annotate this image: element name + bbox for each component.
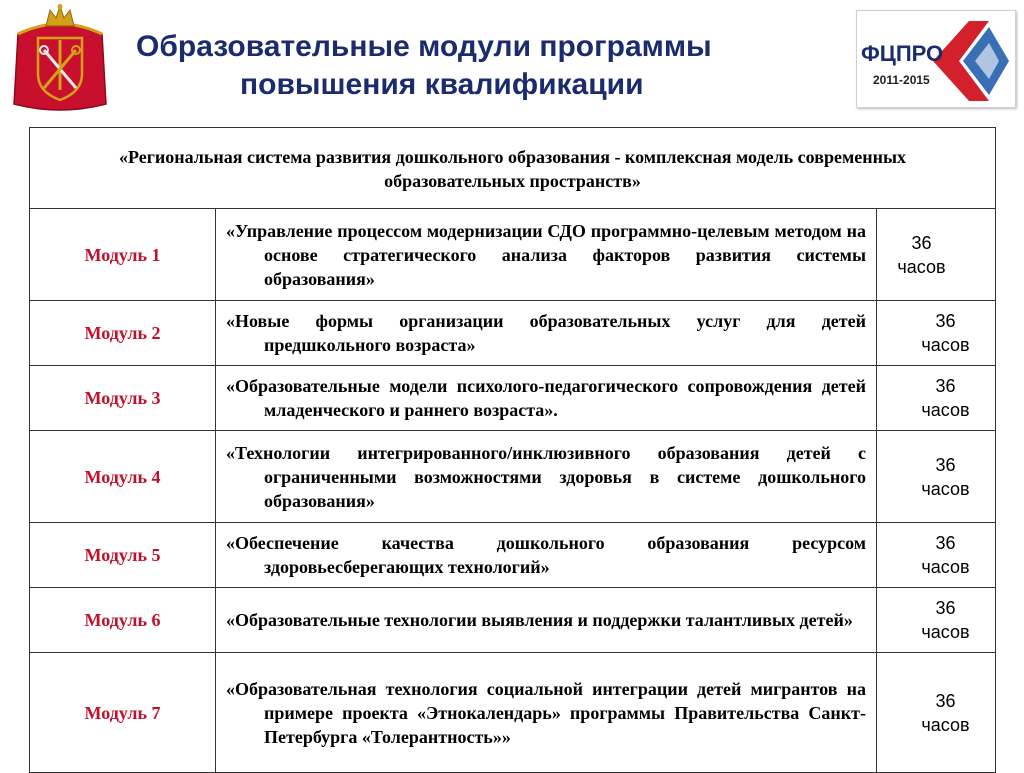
module-hours [877, 653, 996, 773]
title-line-1: Образовательные модули программы [136, 30, 712, 63]
hours-value: 36 [935, 454, 956, 475]
table-row [30, 366, 996, 431]
module-label: Модуль 5 [30, 523, 216, 588]
hours-unit: часов [897, 256, 946, 277]
table-row [30, 209, 996, 301]
hours-unit: часов [921, 622, 970, 642]
hours-value: 36 [935, 311, 956, 331]
page-title [116, 28, 861, 108]
module-description [216, 523, 877, 588]
hours-value: 36 [935, 533, 956, 553]
hours-unit: часов [921, 714, 970, 735]
hours-unit: часов [921, 557, 970, 577]
module-label: Модуль 4 [30, 431, 216, 523]
module-description-text: «Образовательная технология социальной интеграции детей мигрантов на примере проекта «Этнокалендарь» программы Правительства Санкт-Петербурга «Толерантность»» [226, 678, 866, 747]
module-description-text: «Технологии интегрированного/инклюзивного образования детей с ограниченными возможностями здоровья в системе дошкольного образования» [226, 442, 866, 511]
module-description [216, 431, 877, 523]
title-line-2: повышения квалификации [240, 68, 644, 101]
module-description [216, 301, 877, 366]
module-hours [877, 588, 996, 653]
hours-unit: часов [921, 478, 970, 499]
module-hours [877, 209, 996, 301]
module-hours [877, 366, 996, 431]
module-label: Модуль 6 [30, 588, 216, 653]
module-description-text: «Управление процессом модернизации СДО программно-целевым методом на основе стратегического анализа факторов развития системы образования» [226, 220, 866, 289]
module-hours [877, 431, 996, 523]
table-row [30, 301, 996, 366]
modules-table [29, 127, 996, 773]
module-label: Модуль 1 [30, 209, 216, 301]
module-description-text: «Образовательные технологии выявления и поддержки талантливых детей» [226, 610, 853, 630]
module-description [216, 653, 877, 773]
module-description [216, 209, 877, 301]
module-label: Модуль 7 [30, 653, 216, 773]
hours-unit: часов [921, 335, 970, 355]
module-description [216, 366, 877, 431]
module-label: Модуль 3 [30, 366, 216, 431]
fcpro-logo [856, 10, 1016, 108]
table-row [30, 523, 996, 588]
table-heading: «Региональная система развития дошкольного образования - комплексная модель современных образовательных пространств» [30, 128, 996, 209]
module-description-text: «Образовательные модели психолого-педагогического сопровождения детей младенческого и раннего возраста». [226, 376, 866, 420]
coat-of-arms-icon [10, 4, 110, 114]
table-heading-row [30, 128, 996, 209]
logo-text: ФЦПРО [861, 41, 944, 66]
table-row [30, 653, 996, 773]
module-label: Модуль 2 [30, 301, 216, 366]
logo-years: 2011-2015 [873, 73, 930, 87]
module-description-text: «Новые формы организации образовательных услуг для детей предшкольного возраста» [226, 311, 866, 355]
table-row [30, 431, 996, 523]
module-description-text: «Обеспечение качества дошкольного образования ресурсом здоровьесберегающих технологий» [226, 533, 866, 577]
coat-of-arms [10, 4, 110, 114]
hours-value: 36 [935, 598, 956, 618]
hours-value: 36 [911, 232, 932, 253]
hours-value: 36 [935, 376, 956, 396]
hours-unit: часов [921, 400, 970, 420]
module-hours [877, 523, 996, 588]
module-hours [877, 301, 996, 366]
module-description [216, 588, 877, 653]
hours-value: 36 [935, 690, 956, 711]
table-row [30, 588, 996, 653]
